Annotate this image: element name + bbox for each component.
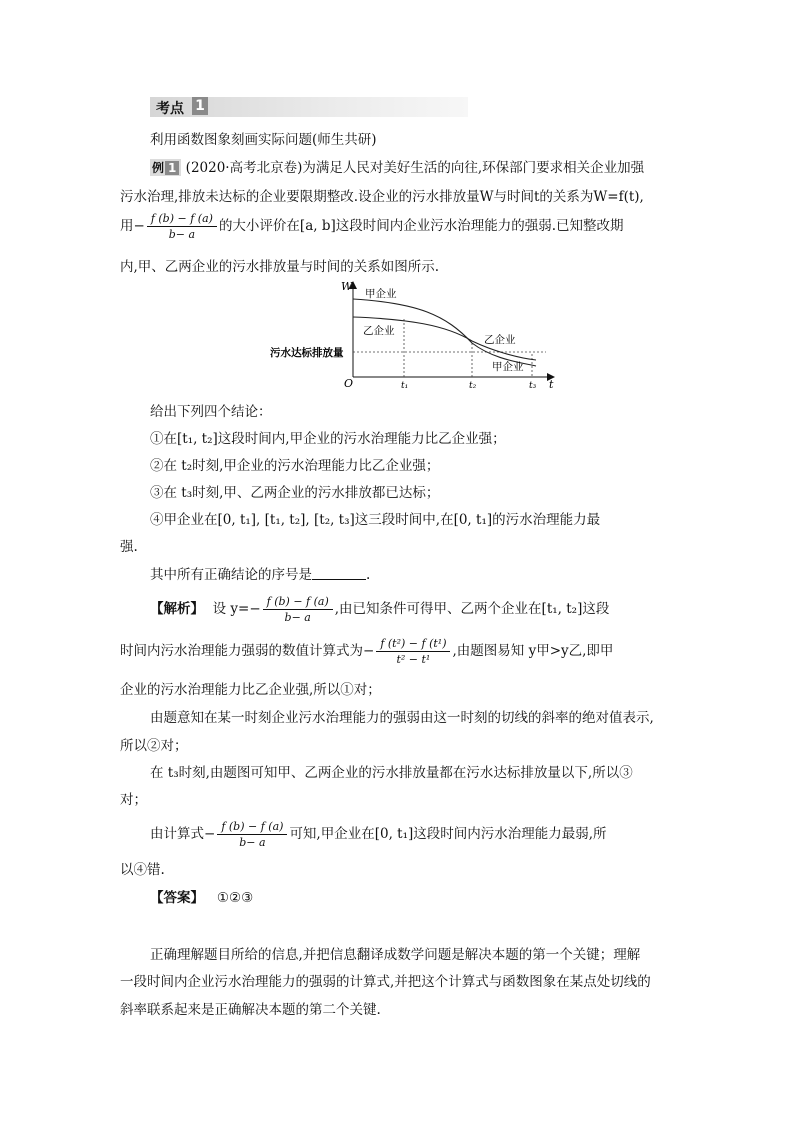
solution-fraction-2: $\frac{\text{f (t²) − f (t¹)}}{\text{t² − t¹}}$ [376, 637, 450, 666]
solution-label: 【解析】 [150, 601, 204, 617]
fraction-ratio: $\frac{f (b) - f (a)}{b- a}$ [147, 212, 217, 241]
conclusion-4: ④甲企业在[0, t₁], [t₁, t₂], [t₂, t₃]这三段时间中,在[0, t₁]的污水治理能力最 [150, 512, 601, 528]
label-yi-left: 乙企业 [363, 325, 395, 337]
solution-line-8: 由计算式− $\frac{f (b) - f (a)}{b- a}$ 可知,甲企业在[0, t₁]这段时间内污水治理能力最弱,所 [150, 820, 607, 849]
label-jia-top: 甲企业 [365, 288, 397, 300]
label-jia-bottom: 甲企业 [492, 361, 524, 373]
answer-label: 【答案】 [150, 890, 204, 906]
answer-blank [312, 567, 366, 580]
question-line: 其中所有正确结论的序号是 . [150, 567, 371, 583]
solution-fraction-1: $\frac{f (b) - f (a)}{b- a}$ [263, 595, 333, 624]
y-axis-label: W [341, 280, 353, 293]
label-yi-right: 乙企业 [484, 334, 516, 346]
solution-fraction-3: $\frac{f (b) - f (a)}{b- a}$ [217, 820, 287, 849]
emission-graph [268, 279, 568, 394]
section-number-badge: 1 [192, 97, 208, 115]
summary-line-3: 斜率联系起来是正确解决本题的第二个关键. [120, 1002, 381, 1018]
conclusion-4-cont: 强. [120, 539, 138, 555]
example-text-1: (2020·高考北京卷)为满足人民对美好生活的向往,环保部门要求相关企业加强 [185, 160, 645, 176]
tick-t3: t₃ [529, 381, 537, 391]
example-line-3: 用− $\frac{f (b) - f (a)}{b- a}$ 的大小评价在[a, b]这段时间内企业污水治理能力的强弱.已知整改期 [120, 212, 624, 241]
example-tag: 例 1 [150, 159, 181, 176]
x-axis-label: t [549, 378, 554, 391]
standard-label: 污水达标排放量 [270, 347, 344, 359]
section-label: 考点 [156, 101, 184, 117]
answer-value: ①②③ [216, 890, 254, 906]
conclusion-3: ③在 t₃时刻,甲、乙两企业的污水排放都已达标； [150, 485, 440, 501]
solution-line-7: 对； [120, 792, 147, 808]
example-line-4: 内,甲、乙两企业的污水排放量与时间的关系如图所示. [120, 259, 440, 275]
answer-line [150, 886, 253, 906]
solution-line-6: 在 t₃时刻,由题图可知甲、乙两企业的污水排放量都在污水达标排放量以下,所以③ [150, 765, 633, 781]
tick-t1: t₁ [401, 381, 409, 391]
conclusions-intro: 给出下列四个结论： [150, 404, 272, 420]
solution-line-4: 由题意知在某一时刻企业污水治理能力的强弱由这一时刻的切线的斜率的绝对值表示, [150, 710, 654, 726]
summary-line-1: 正确理解题目所给的信息,并把信息翻译成数学问题是解决本题的第一个关键；理解 [150, 947, 641, 963]
example-line-1 [150, 156, 644, 176]
tick-t2: t₂ [469, 381, 477, 391]
solution-line-5: 所以②对； [120, 738, 188, 754]
solution-line-2: 时间内污水治理能力强弱的数值计算式为− $\frac{\text{f (t²) − f (t¹)}}{\text{t² − t¹}}$ ,由题图易知 y甲>y乙,即甲 [120, 637, 614, 666]
example-line-2: 污水治理,排放未达标的企业要限期整改.设企业的污水排放量W与时间t的关系为W=f(t), [120, 189, 644, 205]
section-header [150, 97, 468, 117]
conclusion-1: ①在[t₁, t₂]这段时间内,甲企业的污水治理能力比乙企业强； [150, 431, 506, 447]
section-subtitle: 利用函数图象刻画实际问题(师生共研) [150, 132, 377, 148]
origin-label: O [344, 377, 354, 390]
summary-line-2: 一段时间内企业污水治理能力的强弱的计算式,并把这个计算式与函数图象在某点处切线的 [120, 974, 651, 990]
solution-line-1: 【解析】 设 y=− $\frac{f (b) - f (a)}{b- a}$ ,由已知条件可得甲、乙两个企业在[t₁, t₂]这段 [150, 595, 610, 624]
solution-line-9: 以④错. [120, 862, 165, 878]
solution-line-3: 企业的污水治理能力比乙企业强,所以①对； [120, 682, 381, 698]
conclusion-2: ②在 t₂时刻,甲企业的污水治理能力比乙企业强； [150, 458, 440, 474]
